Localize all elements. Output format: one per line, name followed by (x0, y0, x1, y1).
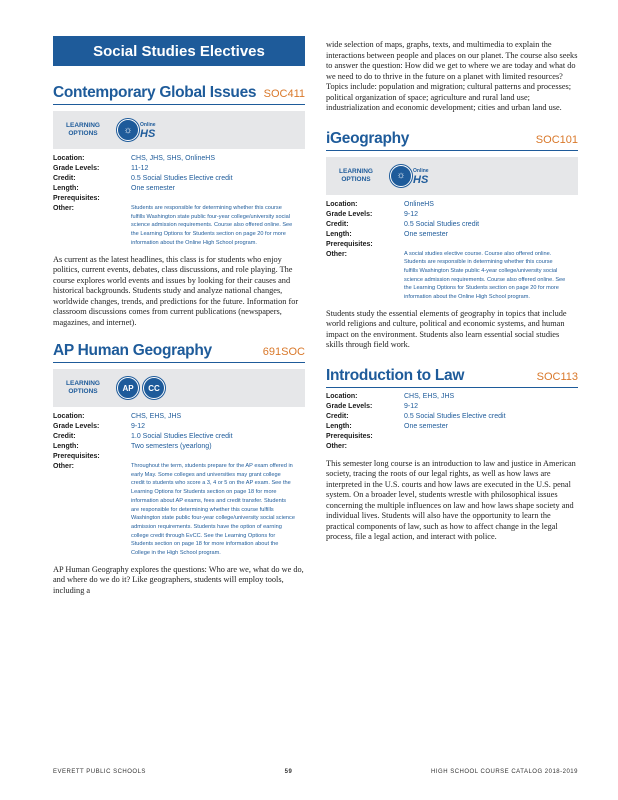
course-description: This semester long course is an introduction to law and justice in American society, tracing the roots of our legal rights, as well as how laws are interpreted in the U.S. courts and how laws are executed in the U.S. penal system. On a broader level, students wrestle with philosophical issues concerning the multiple influences on law and how laws shape society and individual lives. Students will also have the opportunity to learn the practical components of law, such as how to affect change in the legal process, file a legal action, and interact with police. (326, 458, 576, 542)
course-code: 691SOC (262, 346, 305, 359)
course-introduction-to-law (326, 367, 578, 543)
course-title: iGeography (326, 129, 410, 147)
page-footer (53, 769, 578, 775)
online-hs-icon: ☼ Online HS (117, 119, 156, 141)
course-title: Contemporary Global Issues (53, 84, 257, 101)
course-description: AP Human Geography explores the questions: Who are we, what do we do, and where do we do it? Like geographers, students will employ tools, including a (53, 564, 304, 595)
section-banner: Social Studies Electives (53, 36, 305, 66)
course-ap-human-geography (53, 342, 305, 596)
course-header (326, 130, 578, 151)
college-credit-icon: CC (143, 377, 165, 399)
course-code: SOC411 (263, 88, 305, 100)
learning-options (53, 111, 305, 149)
course-code: SOC101 (535, 133, 578, 146)
course-details: Location: CHS, EHS, JHS Grade Levels: 9-12 Credit: 0.5 Social Studies Elective credit Length: One semester Prerequisites: Other: (326, 392, 506, 450)
course-header (326, 367, 578, 388)
footer-catalog: HIGH SCHOOL COURSE CATALOG 2018-2019 (431, 769, 578, 775)
course-code: SOC113 (536, 370, 578, 383)
footer-district: EVERETT PUBLIC SCHOOLS (53, 769, 146, 775)
learning-options-label: LEARNING OPTIONS (66, 122, 100, 137)
course-contemporary-global-issues (53, 84, 305, 328)
learning-options-label: LEARNING OPTIONS (339, 167, 373, 183)
course-description: As current as the latest headlines, this class is for students who enjoy politics, current events, debates, class discussions, and role playing. The course explores world events and issues by looking for their causes and historical backgrounds. Students study and analyze national changes, worldwide changes, trends, and predictions for the future. Information for classroom discussions comes from current publications (newspapers, magazines, and internet). (53, 254, 299, 327)
course-details: Location: OnlineHS Grade Levels: 9-12 Credit: 0.5 Social Studies credit Length: One semester Prerequisites: Other: A social studies elective course. Course also offered online. Students are responsible in determining whether this course fulfills Washington State public 4-year college/university social science admission requirements. Course also offered online. See the Learning Options for Students section on page 20 for more information about the Online High School program. (326, 200, 566, 301)
right-column (326, 40, 578, 543)
course-header (53, 342, 305, 363)
course-title: AP Human Geography (53, 342, 212, 360)
course-description-continued: wide selection of maps, graphs, texts, and multimedia to explain the interactions between people and places on our planet. The course also seeks to answer the question: How did we get to where we are today and what do we need to do to thrive in the future on a planet with limited resources? Topics include: population and migration; cultural patterns and processes; political organization of space; agriculture and rural land use; industrialization and economic development; cities and urban land use. (326, 40, 578, 112)
learning-options (53, 369, 305, 407)
course-details: Location: CHS, EHS, JHS Grade Levels: 9-12 Credit: 1.0 Social Studies Elective credit Length: Two semesters (yearlong) Prerequisites: Other: Throughout the term, students prepare for the AP exam offered in early May. Some colleges and universities may grant college credit to students who score a 3, 4 or 5 on the AP exam. See the Learning Options for Students section on page 18 for more information about AP exams, fees and credit transfer. Students are responsible for determining whether this course fulfills Washington state public four-year college/university social science admission requirements. Students have the option of earning college credit through EvCC. See the Learning Options for Students section on page 18 for more information about the College in the High School program. (53, 413, 295, 557)
course-description: Students study the essential elements of geography in topics that include world religions and culture, political and economic systems, and human impact on the environment. Students also learn essential social studies skills through field work. (326, 308, 567, 350)
course-igeography (326, 130, 578, 351)
course-title: Introduction to Law (326, 366, 465, 384)
learning-options (326, 157, 578, 195)
course-details: Location: CHS, JHS, SHS, OnlineHS Grade Levels: 11-12 Credit: 0.5 Social Studies Elective credit Length: One semester Prerequisites: Other: Students are responsible for determining whether this course fulfills Washington state public four-year college/university social science admission requirements. Course also offered online. See the Learning Options for Students section on page 20 for more information about the Online High School program. (53, 155, 293, 246)
ap-icon: AP (117, 377, 139, 399)
online-hs-icon: ☼ Online HS (390, 165, 429, 187)
learning-options-label: LEARNING OPTIONS (66, 380, 100, 396)
left-column (53, 36, 305, 596)
page-number: 59 (284, 769, 293, 775)
course-header (53, 84, 305, 105)
